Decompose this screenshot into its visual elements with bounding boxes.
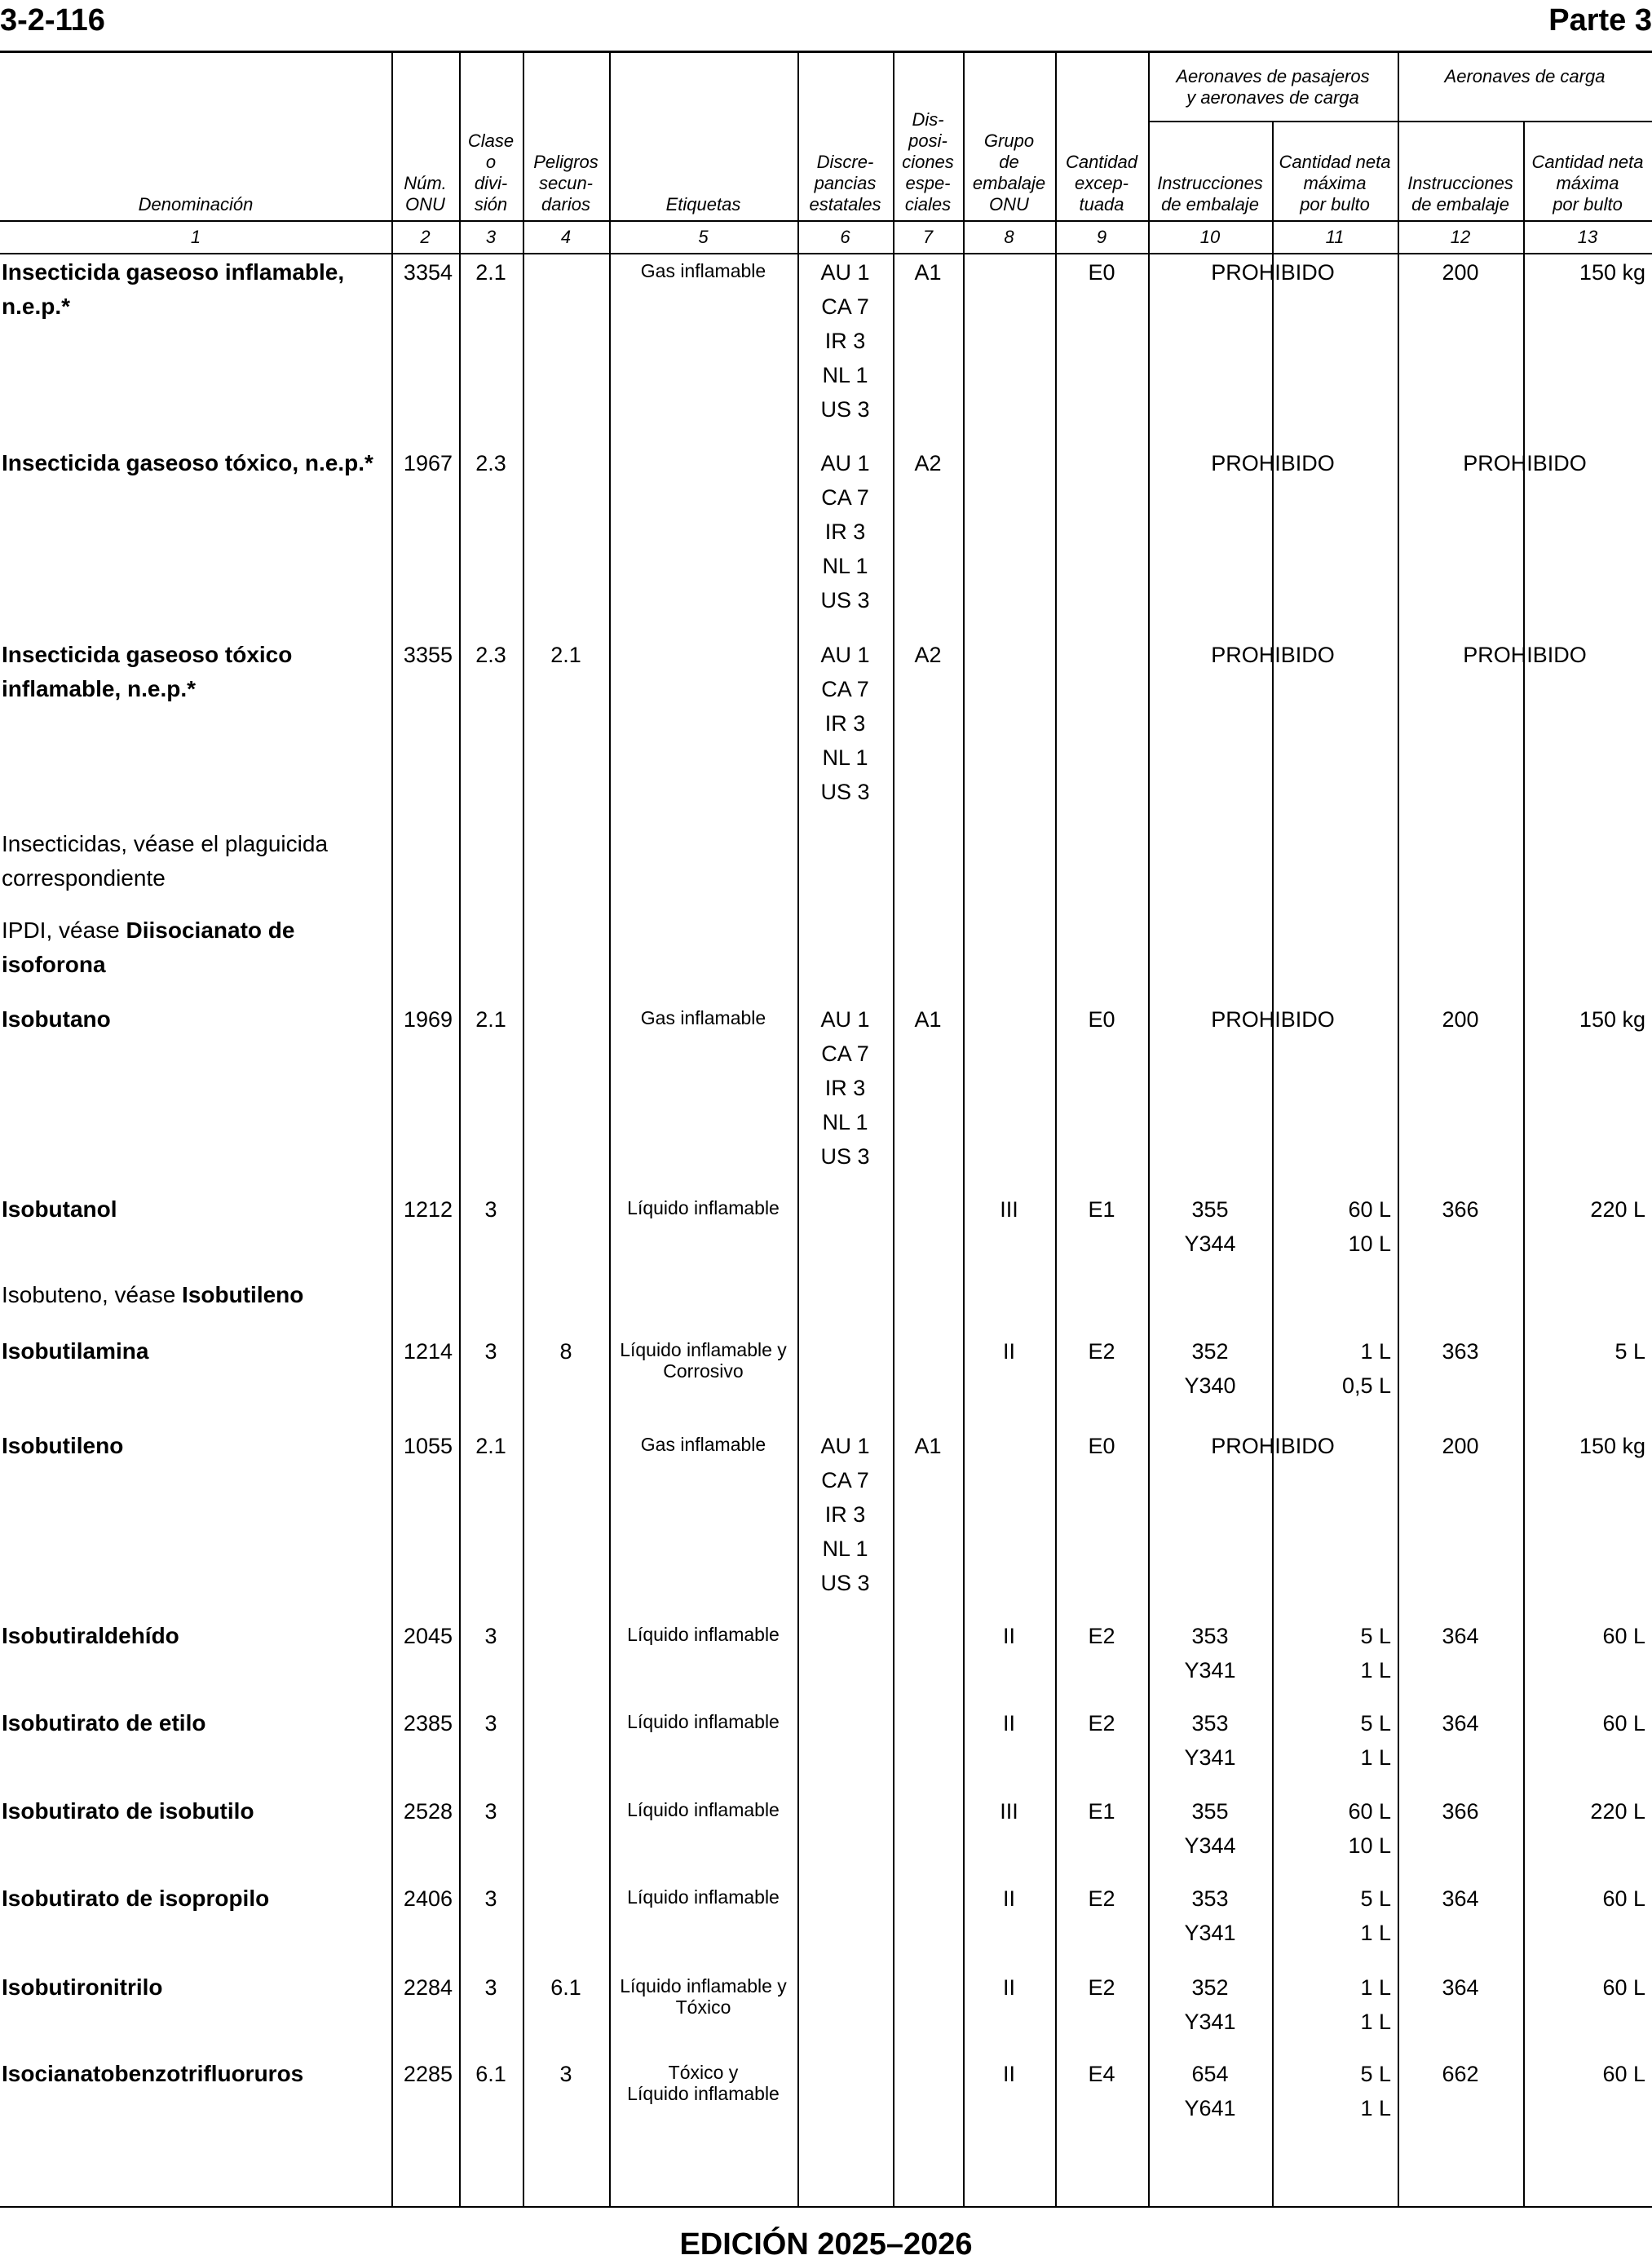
state-variations: AU 1 CA 7 IR 3 NL 1 US 3 [820,1434,870,1595]
cargo-packing-instruction: 364 [1442,1624,1479,1648]
column-divider [1055,53,1057,2206]
un-number: 2406 [403,1886,453,1911]
cargo-packing-instruction: 200 [1442,260,1479,285]
passenger-prohibited: PROHIBIDO [1211,260,1335,285]
column-header-3: Clase o divi- sión [467,130,515,214]
hazard-label: Líquido inflamable y Corrosivo [620,1339,787,1382]
entry-name: Isobutirato de isopropilo [2,1886,270,1911]
column-header-10: Instrucciones de embalaje [1157,173,1263,214]
cargo-packing-instruction: 364 [1442,1975,1479,2000]
cargo-max-quantity: 60 L [1602,1624,1645,1648]
column-divider [459,53,461,2206]
un-number: 1212 [403,1197,453,1222]
cargo-packing-instruction: 364 [1442,1711,1479,1736]
excepted-quantity: E2 [1088,1975,1115,2000]
un-number: 2385 [403,1711,453,1736]
packing-group: II [1002,1624,1015,1648]
column-header-7: Dis- posi- ciones espe- ciales [902,109,954,214]
cargo-packing-instruction: 363 [1442,1339,1479,1364]
excepted-quantity: E2 [1088,1624,1115,1648]
class-division: 3 [484,1711,497,1736]
cargo-packing-instruction: 364 [1442,1886,1479,1911]
entry-name: Insecticida gaseoso tóxico inflamable, n.e.p.* [2,642,293,701]
class-division: 2.3 [475,451,506,475]
group-header-passenger: Aeronaves de pasajeros y aeronaves de carga [1176,66,1370,108]
cross-reference-target: Isobutileno [182,1282,304,1307]
excepted-quantity: E2 [1088,1711,1115,1736]
column-divider [893,53,894,2206]
hazard-label: Gas inflamable [640,1434,766,1455]
passenger-prohibited: PROHIBIDO [1211,1434,1335,1458]
column-number: 8 [1004,227,1014,247]
un-number: 2285 [403,2062,453,2086]
passenger-packing-instruction: 654 Y641 [1184,2062,1236,2120]
entry-name: Isocianatobenzotrifluoruros [2,2061,304,2086]
un-number: 2045 [403,1624,453,1648]
cargo-max-quantity: 60 L [1602,1886,1645,1911]
excepted-quantity: E2 [1088,1339,1115,1364]
packing-group: II [1002,1975,1015,2000]
un-number: 2528 [403,1799,453,1824]
dangerous-goods-table [0,53,1652,2206]
hazard-label: Gas inflamable [640,1007,766,1028]
packing-group: III [1000,1197,1018,1222]
table-bottom-rule [0,2206,1652,2208]
column-header-8: Grupo de embalaje ONU [972,130,1046,214]
cargo-packing-instruction: 366 [1442,1197,1479,1222]
column-divider [963,53,965,2206]
cargo-max-quantity: 220 L [1590,1799,1645,1824]
cargo-max-quantity: 60 L [1602,2062,1645,2086]
cross-reference-entry [2,913,382,982]
column-header-12: Instrucciones de embalaje [1407,173,1513,214]
entry-name: Isobutiraldehído [2,1623,179,1648]
hazard-label: Tóxico y Líquido inflamable [627,2062,780,2104]
packing-group: II [1002,1711,1015,1736]
column-header-2: Núm. ONU [404,173,447,214]
special-provisions: A2 [914,643,942,667]
passenger-max-quantity: 5 L 1 L [1360,1711,1391,1770]
column-number: 11 [1325,227,1345,247]
column-divider [1148,53,1150,2206]
excepted-quantity: E2 [1088,1886,1115,1911]
cargo-max-quantity: 60 L [1602,1975,1645,2000]
passenger-max-quantity: 1 L 1 L [1360,1975,1391,2034]
class-division: 2.1 [475,260,506,285]
hazard-label: Líquido inflamable y Tóxico [620,1975,787,2018]
passenger-packing-instruction: 355 Y344 [1184,1197,1236,1256]
column-header-9: Cantidad excep- tuada [1065,152,1138,214]
column-number: 13 [1577,227,1598,247]
hazard-label: Líquido inflamable [627,1711,780,1732]
excepted-quantity: E0 [1088,1434,1115,1458]
un-number: 1214 [403,1339,453,1364]
column-header-5: Etiquetas [665,194,741,214]
entry-name: Isobutilamina [2,1338,149,1364]
column-divider [1398,53,1399,2206]
cross-reference-text: Insecticidas, véase el plaguicida correspondiente [2,831,329,891]
un-number: 1969 [403,1007,453,1032]
class-division: 2.1 [475,1007,506,1032]
excepted-quantity: E0 [1088,1007,1115,1032]
cross-reference-entry [2,827,382,895]
cargo-packing-instruction: 366 [1442,1799,1479,1824]
cargo-max-quantity: 150 kg [1579,1434,1645,1458]
class-division: 3 [484,1975,497,2000]
passenger-packing-instruction: 352 Y341 [1184,1975,1236,2034]
entry-name: Isobutirato de etilo [2,1710,206,1736]
column-divider [391,53,393,2206]
cross-reference-text: IPDI, véase [2,918,126,943]
state-variations: AU 1 CA 7 IR 3 NL 1 US 3 [820,643,870,804]
passenger-packing-instruction: 353 Y341 [1184,1886,1236,1945]
un-number: 3354 [403,260,453,285]
state-variations: AU 1 CA 7 IR 3 NL 1 US 3 [820,260,870,422]
column-divider [609,53,611,2206]
cargo-max-quantity: 220 L [1590,1197,1645,1222]
column-number: 12 [1450,227,1471,247]
passenger-max-quantity: 1 L 0,5 L [1341,1339,1391,1398]
passenger-max-quantity: 60 L 10 L [1348,1799,1391,1858]
passenger-prohibited: PROHIBIDO [1211,451,1335,475]
special-provisions: A1 [914,260,942,285]
hazard-label: Gas inflamable [640,260,766,281]
edition-footer: EDICIÓN 2025–2026 [679,2227,973,2262]
passenger-max-quantity: 5 L 1 L [1360,1886,1391,1945]
un-number: 1967 [403,451,453,475]
column-number: 4 [560,227,572,247]
column-divider [523,53,524,2206]
passenger-packing-instruction: 353 Y341 [1184,1711,1236,1770]
column-number-rule [0,253,1652,254]
column-number: 9 [1096,227,1107,247]
header-bottom-rule [0,220,1652,222]
entry-name: Isobutironitrilo [2,1974,163,2000]
excepted-quantity: E1 [1088,1799,1115,1824]
excepted-quantity: E1 [1088,1197,1115,1222]
column-header-6: Discre- pancias estatales [809,152,881,214]
entry-name: Isobutileno [2,1433,124,1458]
special-provisions: A1 [914,1007,942,1032]
group-header-cargo: Aeronaves de carga [1444,66,1606,86]
packing-group: II [1002,1339,1015,1364]
column-number: 5 [698,227,709,247]
state-variations: AU 1 CA 7 IR 3 NL 1 US 3 [820,1007,870,1169]
column-number: 1 [190,227,201,247]
cargo-max-quantity: 150 kg [1579,1007,1645,1032]
subsidiary-hazard: 2.1 [550,643,581,667]
excepted-quantity: E0 [1088,260,1115,285]
part-title: Parte 3 [1548,3,1652,38]
hazard-label: Líquido inflamable [627,1197,780,1218]
hazard-label: Líquido inflamable [627,1886,780,1908]
cargo-prohibited: PROHIBIDO [1463,643,1587,667]
state-variations: AU 1 CA 7 IR 3 NL 1 US 3 [820,451,870,612]
packing-group: II [1002,1886,1015,1911]
cargo-max-quantity: 150 kg [1579,260,1645,285]
column-number: 10 [1199,227,1221,247]
subsidiary-hazard: 8 [559,1339,572,1364]
column-divider [1523,121,1525,2206]
cargo-packing-instruction: 662 [1442,2062,1479,2086]
passenger-packing-instruction: 353 Y341 [1184,1624,1236,1683]
column-number: 6 [840,227,850,247]
un-number: 2284 [403,1975,453,2000]
cargo-packing-instruction: 200 [1442,1434,1479,1458]
passenger-max-quantity: 60 L 10 L [1348,1197,1391,1256]
column-number: 2 [420,227,431,247]
class-division: 2.3 [475,643,506,667]
page-number: 3-2-116 [0,3,105,38]
packing-group: II [1002,2062,1015,2086]
passenger-packing-instruction: 352 Y340 [1184,1339,1236,1398]
column-header-1: Denominación [138,194,254,214]
cargo-max-quantity: 60 L [1602,1711,1645,1736]
special-provisions: A2 [914,451,942,475]
passenger-prohibited: PROHIBIDO [1211,1007,1335,1032]
entry-name: Isobutano [2,1006,111,1032]
column-header-11: Cantidad neta máxima por bulto [1279,152,1391,214]
cargo-prohibited: PROHIBIDO [1463,451,1587,475]
class-division: 3 [484,1339,497,1364]
column-header-4: Peligros secun- darios [533,152,599,214]
entry-name: Isobutanol [2,1196,117,1222]
subsidiary-hazard: 3 [559,2062,572,2086]
class-division: 3 [484,1624,497,1648]
entry-name: Isobutirato de isobutilo [2,1798,254,1824]
subsidiary-hazard: 6.1 [550,1975,581,2000]
entry-name: Insecticida gaseoso tóxico, n.e.p.* [2,450,373,475]
passenger-max-quantity: 5 L 1 L [1360,2062,1391,2120]
class-division: 3 [484,1799,497,1824]
excepted-quantity: E4 [1088,2062,1115,2086]
cargo-packing-instruction: 200 [1442,1007,1479,1032]
passenger-prohibited: PROHIBIDO [1211,643,1335,667]
un-number: 1055 [403,1434,453,1458]
entry-name: Insecticida gaseoso inflamable, n.e.p.* [2,259,345,319]
column-divider [797,53,799,2206]
cargo-max-quantity: 5 L [1614,1339,1645,1364]
class-division: 2.1 [475,1434,506,1458]
cross-reference-target: Diisocianato de isoforona [2,918,295,977]
cross-reference-text: Isobuteno, véase [2,1282,183,1307]
hazard-label: Líquido inflamable [627,1624,780,1645]
special-provisions: A1 [914,1434,942,1458]
group-header-rule [1148,121,1652,122]
class-division: 6.1 [475,2062,506,2086]
un-number: 3355 [403,643,453,667]
column-divider [1272,121,1274,2206]
column-number: 7 [922,227,934,247]
class-division: 3 [484,1197,497,1222]
column-number: 3 [485,227,497,247]
packing-group: III [1000,1799,1018,1824]
column-header-13: Cantidad neta máxima por bulto [1531,152,1644,214]
passenger-packing-instruction: 355 Y344 [1184,1799,1236,1858]
cross-reference-entry [2,1278,382,1312]
hazard-label: Líquido inflamable [627,1799,780,1820]
class-division: 3 [484,1886,497,1911]
passenger-max-quantity: 5 L 1 L [1360,1624,1391,1683]
